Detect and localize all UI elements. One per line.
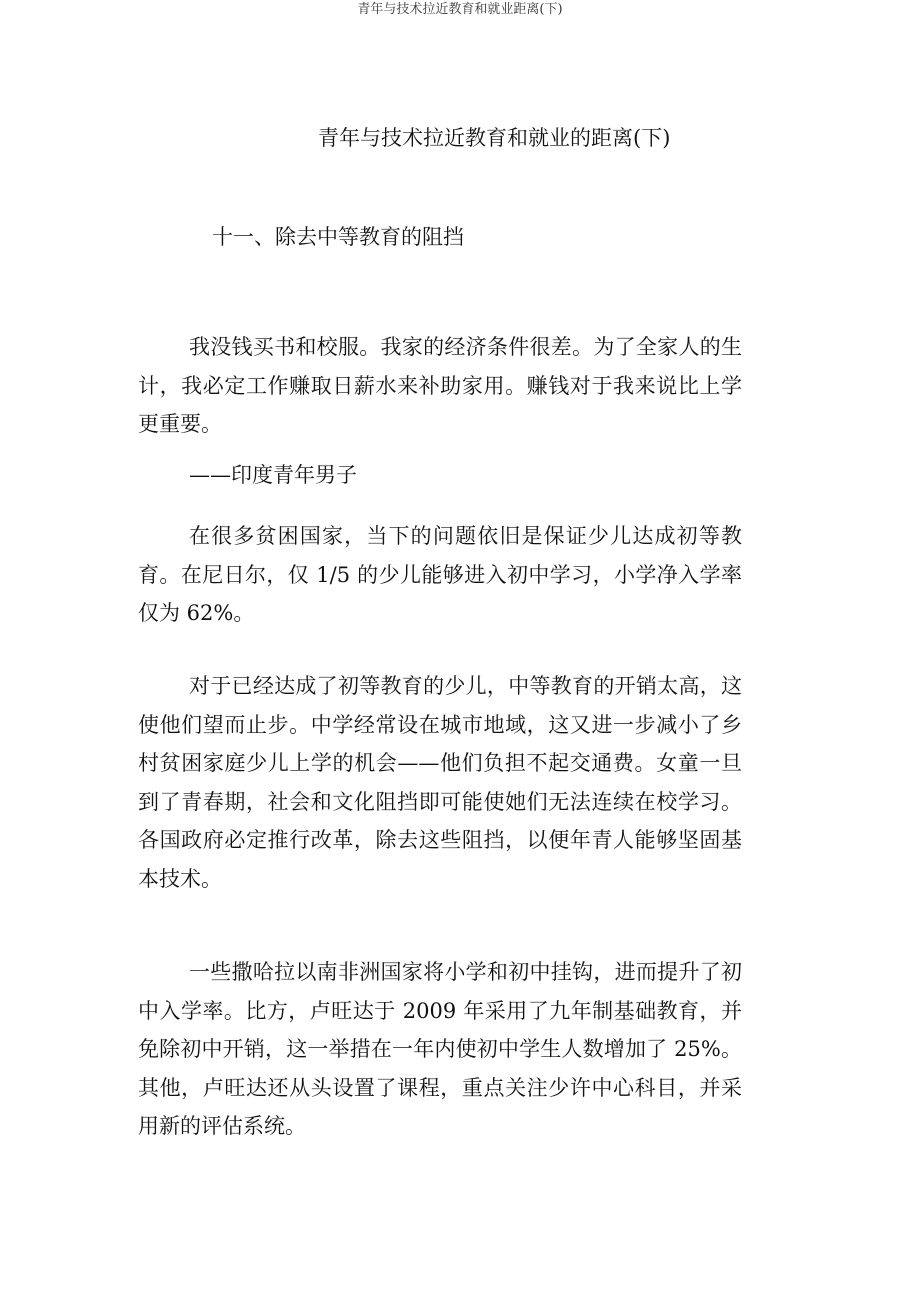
document-title: 青年与技术拉近教育和就业的距离(下) bbox=[318, 126, 671, 150]
body-paragraph-3: 一些撒哈拉以南非洲国家将小学和初中挂钩，进而提升了初中入学率。比方，卢旺达于 2009 年采用了九年制基础教育，并免除初中开销，这一举措在一年内使初中学生人数增加了 25%。其他，卢旺达还从头设置了课程，重点关注少许中心科目，并采用新的评估系统。 bbox=[138, 960, 742, 1138]
quote-paragraph: 我没钱买书和校服。我家的经济条件很差。为了全家人的生计，我必定工作赚取日薪水来补助家用。赚钱对于我来说比上学更重要。 bbox=[138, 335, 742, 436]
body-paragraph-2: 对于已经达成了初等教育的少儿，中等教育的开销太高，这使他们望而止步。中学经常设在城市地域，这又进一步减小了乡村贫困家庭少儿上学的机会——他们负担不起交通费。女童一旦到了青春期，社会和文化阻挡即可能使她们无法连续在校学习。各国政府必定推行改革，除去这些阻挡，以便年青人能够坚固基本技术。 bbox=[138, 674, 742, 891]
quote-attribution: ——印度青年男子 bbox=[189, 463, 357, 487]
section-heading: 十一、除去中等教育的阻挡 bbox=[212, 225, 464, 249]
body-paragraph-1: 在很多贫困国家，当下的问题依旧是保证少儿达成初等教育。在尼日尔，仅 1/5 的少儿能够进入初中学习，小学净入学率仅为 62%。 bbox=[138, 524, 742, 625]
running-header: 青年与技术拉近教育和就业距离(下) bbox=[357, 2, 563, 17]
